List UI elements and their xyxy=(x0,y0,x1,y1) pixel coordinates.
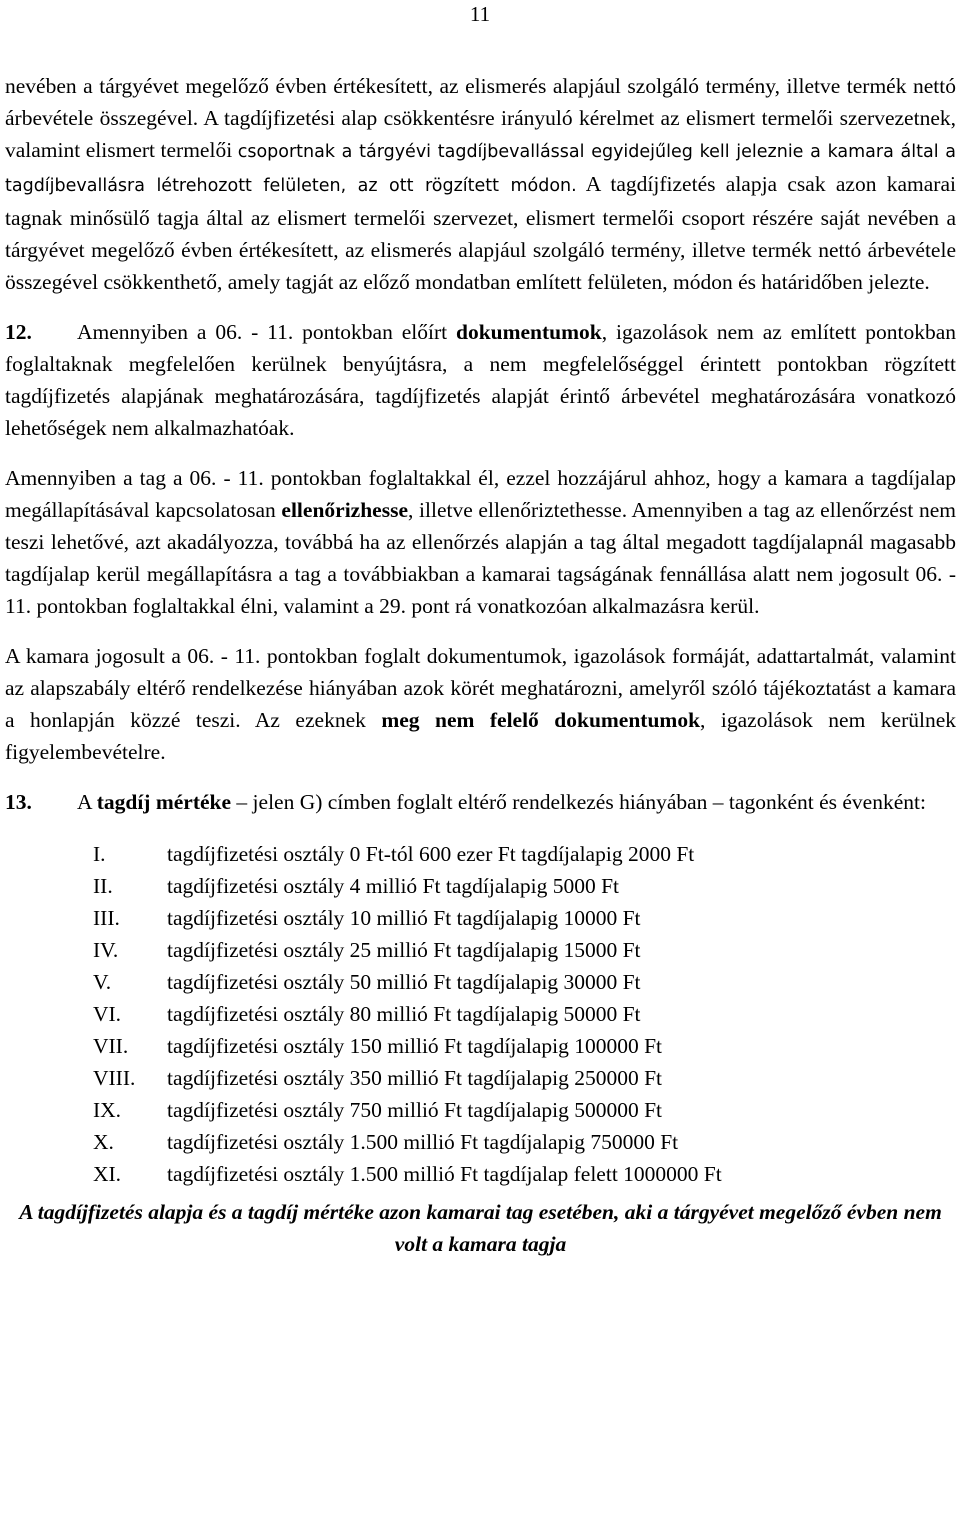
fee-class-text: tagdíjfizetési osztály 1.500 millió Ft tagdíjalapig 750000 Ft xyxy=(167,1130,679,1154)
fee-class-text: tagdíjfizetési osztály 4 millió Ft tagdíjalapig 5000 Ft xyxy=(167,874,620,898)
list-item xyxy=(5,1158,956,1190)
list-item xyxy=(5,1126,956,1158)
text-run: – jelen G) címben foglalt eltérő rendelkezés hiányában – tagonként és évenként: xyxy=(231,790,926,814)
list-item xyxy=(5,1030,956,1062)
paragraph-12 xyxy=(5,316,956,444)
list-item xyxy=(5,870,956,902)
document-body xyxy=(5,70,956,1260)
bold-run: dokumentumok xyxy=(455,320,602,344)
section-number: 12. xyxy=(5,320,32,344)
text-run: Amennyiben a tag a 06. - 11. pontokban foglaltakkal él, ezzel hozzájárul ahhoz, hogy a kamara a tagdíjalap megállapításával kapcsolatosan xyxy=(5,466,956,522)
list-item xyxy=(5,998,956,1030)
roman-numeral: IX. xyxy=(93,1098,122,1122)
roman-numeral: XI. xyxy=(93,1162,122,1186)
text-run: nevében a tárgyévet megelőző évben értékesített, az elismerés alapjául szolgáló termény, illetve termék nettó árbevétele összegével. A tagdíjfizetési alap csökkentésre irányuló kérelmet az elismert termelői szervezetnek, valamint elismert termelői xyxy=(5,74,956,162)
fee-class-text: tagdíjfizetési osztály 25 millió Ft tagdíjalapig 15000 Ft xyxy=(167,938,641,962)
fee-class-text: tagdíjfizetési osztály 10 millió Ft tagdíjalapig 10000 Ft xyxy=(167,906,641,930)
roman-numeral: VII. xyxy=(93,1034,129,1058)
roman-numeral: VIII. xyxy=(93,1066,136,1090)
roman-numeral: II. xyxy=(93,874,113,898)
roman-numeral: I. xyxy=(93,842,106,866)
bold-run: ellenőrizhesse xyxy=(281,498,408,522)
text-run-sans: csoportnak a tárgyévi tagdíjbevallással egyidejűleg kell jeleznie a kamara által a tagdíjbevallásra létrehozott felületen, az ott rögzített módon. xyxy=(5,142,957,196)
fee-class-text: tagdíjfizetési osztály 150 millió Ft tagdíjalapig 100000 Ft xyxy=(167,1034,663,1058)
text-run: A xyxy=(77,790,97,814)
roman-numeral: VI. xyxy=(93,1002,122,1026)
roman-numeral: III. xyxy=(93,906,120,930)
paragraph-13 xyxy=(5,786,956,818)
text-run: , illetve ellenőriztethesse. Amennyiben a tag az ellenőrzést nem teszi lehetővé, azt akadályozza, továbbá ha az ellenőrzés alapján a tag által megadott tagdíjalapnál magasabb tagdíjalap kerül megállapításra a tag a továbbiakban a kamarai tagságának fennállása alatt nem jogosult 06. - 11. pontokban foglaltakkal élni, valamint a 29. pont rá vonatkozóan alkalmazásra kerül. xyxy=(5,498,956,618)
list-item xyxy=(5,966,956,998)
fee-class-text: tagdíjfizetési osztály 80 millió Ft tagdíjalapig 50000 Ft xyxy=(167,1002,641,1026)
page-number: 11 xyxy=(469,2,491,26)
fee-class-text: tagdíjfizetési osztály 1.500 millió Ft tagdíjalap felett 1000000 Ft xyxy=(167,1162,722,1186)
fee-class-text: tagdíjfizetési osztály 0 Ft-tól 600 ezer Ft tagdíjalapig 2000 Ft xyxy=(167,842,695,866)
section-number: 13. xyxy=(5,790,32,814)
text-run: , igazolások nem az említett pontokban foglaltaknak megfelelően kerülnek benyújtásra, a nem megfelelőséggel érintett pontokban rögzített tagdíjfizetés alapjának meghatározására, tagdíjfizetés alapját érintő árbevétel meghatározására vonatkozó lehetőségek nem alkalmazhatóak. xyxy=(5,320,956,440)
list-item xyxy=(5,1094,956,1126)
text-run: A kamara jogosult a 06. - 11. pontokban foglalt dokumentumok, igazolások formáját, adattartalmát, valamint az alapszabály eltérő rendelkezése hiányában azok körét meghatározni, amelyről szóló tájékoztatást a kamara a honlapján közzé teszi. Az ezeknek xyxy=(5,644,956,732)
roman-numeral: X. xyxy=(93,1130,114,1154)
roman-numeral: V. xyxy=(93,970,112,994)
text-run: , igazolások nem kerülnek figyelembevételre. xyxy=(5,708,956,764)
fee-class-list xyxy=(5,838,956,1190)
fee-class-text: tagdíjfizetési osztály 50 millió Ft tagdíjalapig 30000 Ft xyxy=(167,970,641,994)
bold-run: tagdíj mértéke xyxy=(96,790,232,814)
list-item xyxy=(5,1062,956,1094)
roman-numeral: IV. xyxy=(93,938,119,962)
paragraph-fee-base-reduction xyxy=(5,70,956,298)
fee-class-text: tagdíjfizetési osztály 350 millió Ft tagdíjalapig 250000 Ft xyxy=(167,1066,663,1090)
section-heading: A tagdíjfizetés alapja és a tagdíj mértéke azon kamarai tag esetében, aki a tárgyévet megelőző évben nem volt a kamara tagja xyxy=(19,1200,942,1256)
list-item xyxy=(5,838,956,870)
text-run: A tagdíjfizetés alapja csak azon kamarai tagnak minősülő tagja által az elismert termelői szervezet, elismert termelői csoport részére saját nevében a tárgyévet megelőző évben értékesített, az elismerés alapjául szolgáló termény, illetve termék nettó árbevétele összegével csökkenthető, amely tagját az előző mondatban említett felületen, módon és határidőben jelezte. xyxy=(5,172,956,294)
paragraph-chamber-rights xyxy=(5,640,956,768)
bold-run: meg nem felelő dokumentumok xyxy=(381,708,701,732)
list-item xyxy=(5,934,956,966)
fee-class-text: tagdíjfizetési osztály 750 millió Ft tagdíjalapig 500000 Ft xyxy=(167,1098,663,1122)
text-run: Amennyiben a 06. - 11. pontokban előírt xyxy=(77,320,456,344)
paragraph-member-consent xyxy=(5,462,956,622)
list-item xyxy=(5,902,956,934)
